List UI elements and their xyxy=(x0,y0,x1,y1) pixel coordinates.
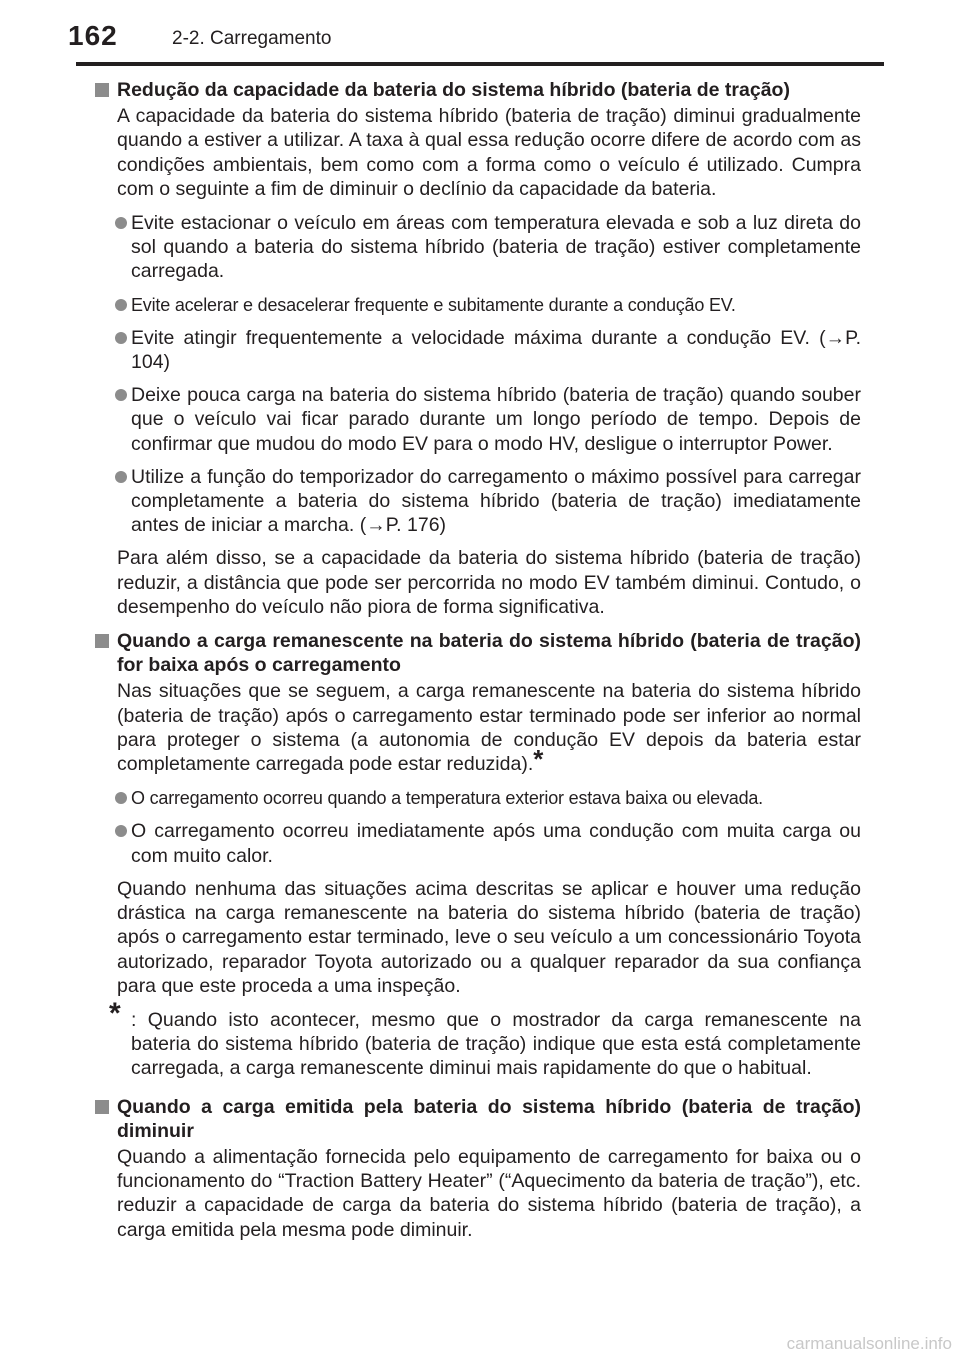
circle-bullet-icon xyxy=(115,471,127,483)
list-item-text: Evite atingir frequentemente a velocidade máxima durante a condução EV. (→P. 104) xyxy=(131,326,861,374)
footnote xyxy=(93,996,861,1081)
circle-bullet-icon xyxy=(115,825,127,837)
footnote-text: : Quando isto acontecer, mesmo que o mostrador da carga remanescente na bateria do sistema híbrido (bateria de tração) indique que esta está completamente carregada, a carga remanescente diminui mais rapidamente do que o habitual. xyxy=(131,1008,861,1080)
section-intro: Quando a alimentação fornecida pelo equipamento de carregamento for baixa ou o funcionamento do “Traction Battery Heater” (“Aquecimento da bateria de tração”), etc. reduzir a capacidade de carga da bateria do sistema híbrido (bateria de tração), a carga emitida pela mesma pode diminuir. xyxy=(117,1145,861,1241)
list-item-text: Deixe pouca carga na bateria do sistema híbrido (bateria de tração) quando souber que o veículo vai ficar parado durante um longo período de tempo. Depois de confirmar que mudou do modo EV para o modo HV, desligue o interruptor Power. xyxy=(131,384,861,455)
footnote-asterisk-icon: * xyxy=(109,996,121,1030)
circle-bullet-icon xyxy=(115,792,127,804)
page-number: 162 xyxy=(68,20,118,51)
section-heading xyxy=(93,1095,861,1143)
list-item xyxy=(93,211,861,284)
list-item xyxy=(93,819,861,867)
watermark: carmanualsonline.info xyxy=(786,1334,952,1353)
circle-bullet-icon xyxy=(115,389,127,401)
square-bullet-icon xyxy=(95,634,109,648)
circle-bullet-icon xyxy=(115,332,127,344)
section-heading xyxy=(93,78,861,102)
list-item xyxy=(93,465,861,538)
header-rule xyxy=(76,62,884,66)
list-item-text: Evite estacionar o veículo em áreas com temperatura elevada e sob a luz direta do sol quando a bateria do sistema híbrido (bateria de tração) estiver completamente carregada. xyxy=(131,212,861,283)
section-title: Quando a carga remanescente na bateria do sistema híbrido (bateria de tração) for baixa após o carregamento xyxy=(117,630,861,677)
list-item xyxy=(93,383,861,456)
list-item-text: O carregamento ocorreu quando a temperatura exterior estava baixa ou elevada. xyxy=(131,788,763,809)
square-bullet-icon xyxy=(95,83,109,97)
section-intro xyxy=(93,679,861,776)
square-bullet-icon xyxy=(95,1100,109,1114)
page-header xyxy=(0,0,960,68)
list-item xyxy=(93,293,861,317)
footnote-asterisk-icon: * xyxy=(533,744,544,775)
list-item-text: O carregamento ocorreu imediatamente após uma condução com muita carga ou com muito calor. xyxy=(131,820,861,867)
section-title: Quando a carga emitida pela bateria do sistema híbrido (bateria de tração) diminuir xyxy=(117,1095,861,1142)
section-outro: Quando nenhuma das situações acima descritas se aplicar e houver uma redução drástica na carga remanescente na bateria do sistema híbrido (bateria de tração) após o carregamento estar terminado, leve o seu veículo a um concessionário Toyota autorizado, reparador Toyota autorizado ou a qualquer reparador da sua confiança para que este proceda a uma inspeção. xyxy=(117,877,861,997)
list-item xyxy=(93,786,861,810)
section-battery-capacity-reduction xyxy=(93,78,861,619)
page-content xyxy=(93,78,861,1252)
chapter-title: 2-2. Carregamento xyxy=(172,28,332,49)
section-title: Redução da capacidade da bateria do sistema híbrido (bateria de tração) xyxy=(117,79,790,101)
section-intro: A capacidade da bateria do sistema híbrido (bateria de tração) diminui gradualmente quando a estiver a utilizar. A taxa à qual essa redução ocorre difere de acordo com as condições ambientais, bem como com a forma como o veículo é utilizado. Cumpra com o seguinte a fim de diminuir o declínio da capacidade da bateria. xyxy=(117,105,861,200)
section-low-remaining-charge xyxy=(93,629,861,1080)
circle-bullet-icon xyxy=(115,217,127,229)
section-outro: Para além disso, se a capacidade da bateria do sistema híbrido (bateria de tração) reduzir, a distância que pode ser percorrida no modo EV também diminui. Contudo, o desempenho do veículo não piora de forma significativa. xyxy=(117,547,861,618)
section-emitted-charge-decrease xyxy=(93,1095,861,1242)
section-intro-text: Nas situações que se seguem, a carga remanescente na bateria do sistema híbrido (bateria de tração) após o carregamento estar terminado pode ser inferior ao normal para proteger o sistema (a autonomia de condução EV depois da bateria estar completamente carregada pode estar reduzida). xyxy=(117,680,861,776)
circle-bullet-icon xyxy=(115,299,127,311)
list-item-text: Evite acelerar e desacelerar frequente e subitamente durante a condução EV. xyxy=(131,294,736,315)
section-heading xyxy=(93,629,861,677)
list-item xyxy=(93,326,861,374)
list-item-text: Utilize a função do temporizador do carregamento o máximo possível para carregar completamente a bateria do sistema híbrido (bateria de tração) imediatamente antes de iniciar a marcha. (→P. 176) xyxy=(131,465,861,537)
